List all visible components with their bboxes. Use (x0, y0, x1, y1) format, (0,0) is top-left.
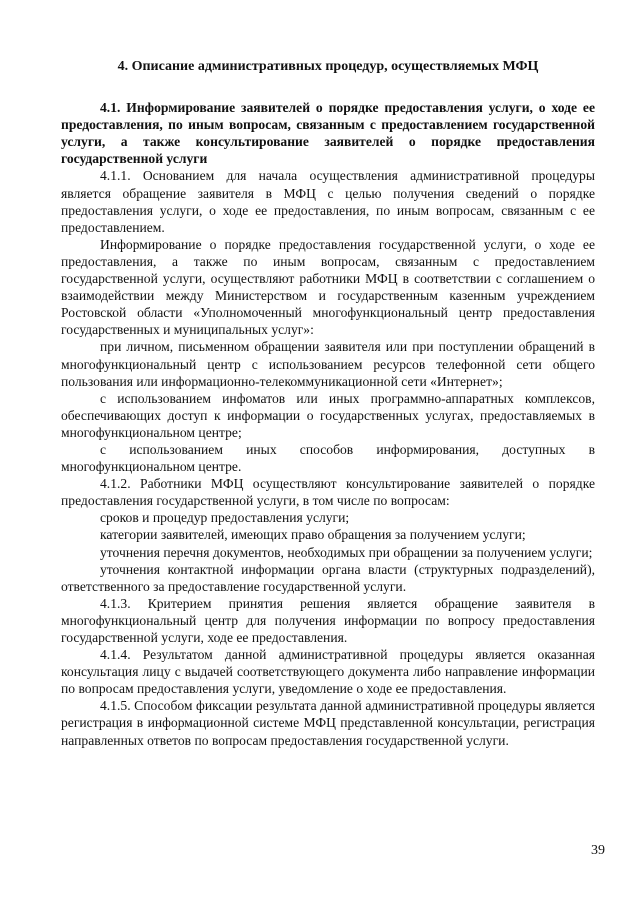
paragraph: 4.1.2. Работники МФЦ осуществляют консультирование заявителей о порядке предоставления государственной услуги, в том числе по вопросам: (61, 476, 595, 509)
page-number: 39 (591, 843, 605, 858)
subsection-title: 4.1. Информирование заявителей о порядке предоставления услуги, о ходе ее предоставления, по иным вопросам, связанным с предоставлением государственной услуги, а также консультирование заявителей о порядке предоставления государственной услуги (61, 100, 595, 167)
paragraph: при личном, письменном обращении заявителя или при поступлении обращений в многофункциональный центр с использованием ресурсов телефонной сети общего пользования или информационно-телекоммуникационной сети «Интернет»; (61, 339, 595, 389)
paragraph: сроков и процедур предоставления услуги; (100, 510, 350, 526)
paragraph: 4.1.4. Результатом данной административной процедуры является оказанная консультация лицу с выдачей соответствующего документа либо направление информации по вопросам предоставления услуги, уведомление о ходе ее предоставления. (61, 647, 595, 697)
paragraph: уточнения контактной информации органа власти (структурных подразделений), ответственного за предоставление государственной услуги. (61, 561, 595, 594)
paragraph: Информирование о порядке предоставления государственной услуги, о ходе ее предоставления, а также по иным вопросам, связанным с предоставлением государственной услуги, осуществляют работники МФЦ в соответствии с соглашением о взаимодействии между Министерством и государственным казенным учреждением Ростовской области «Уполномоченный многофункциональный центр предоставления государственных и муниципальных услуг»: (61, 236, 595, 338)
paragraph: уточнения перечня документов, необходимых при обращении за получением услуги; (100, 544, 593, 560)
paragraph: 4.1.5. Способом фиксации результата данной административной процедуры является регистрация в информационной системе МФЦ представленной консультации, регистрация направленных ответов по вопросам предоставления государственной услуги. (61, 698, 595, 748)
document-page (61, 58, 595, 749)
paragraph: 4.1.1. Основанием для начала осуществления административной процедуры является обращение заявителя в МФЦ с целью получения сведений о порядке предоставления услуги, о ходе ее предоставления, по иным вопросам, связанным с ее предоставлением. (61, 168, 595, 235)
paragraph: с использованием иных способов информирования, доступных в многофункциональном центре. (61, 441, 595, 475)
section-title: 4. Описание административных процедур, осуществляемых МФЦ (117, 59, 539, 74)
paragraph: с использованием инфоматов или иных программно-аппаратных комплексов, обеспечивающих доступ к информации о государственных услугах, предоставляемых в многофункциональном центре; (61, 390, 595, 440)
paragraph: 4.1.3. Критерием принятия решения является обращение заявителя в многофункциональный центр для получения информации по вопросу предоставления государственной услуги, ходе ее предоставления. (61, 595, 595, 645)
paragraph: категории заявителей, имеющих право обращения за получением услуги; (100, 527, 526, 543)
